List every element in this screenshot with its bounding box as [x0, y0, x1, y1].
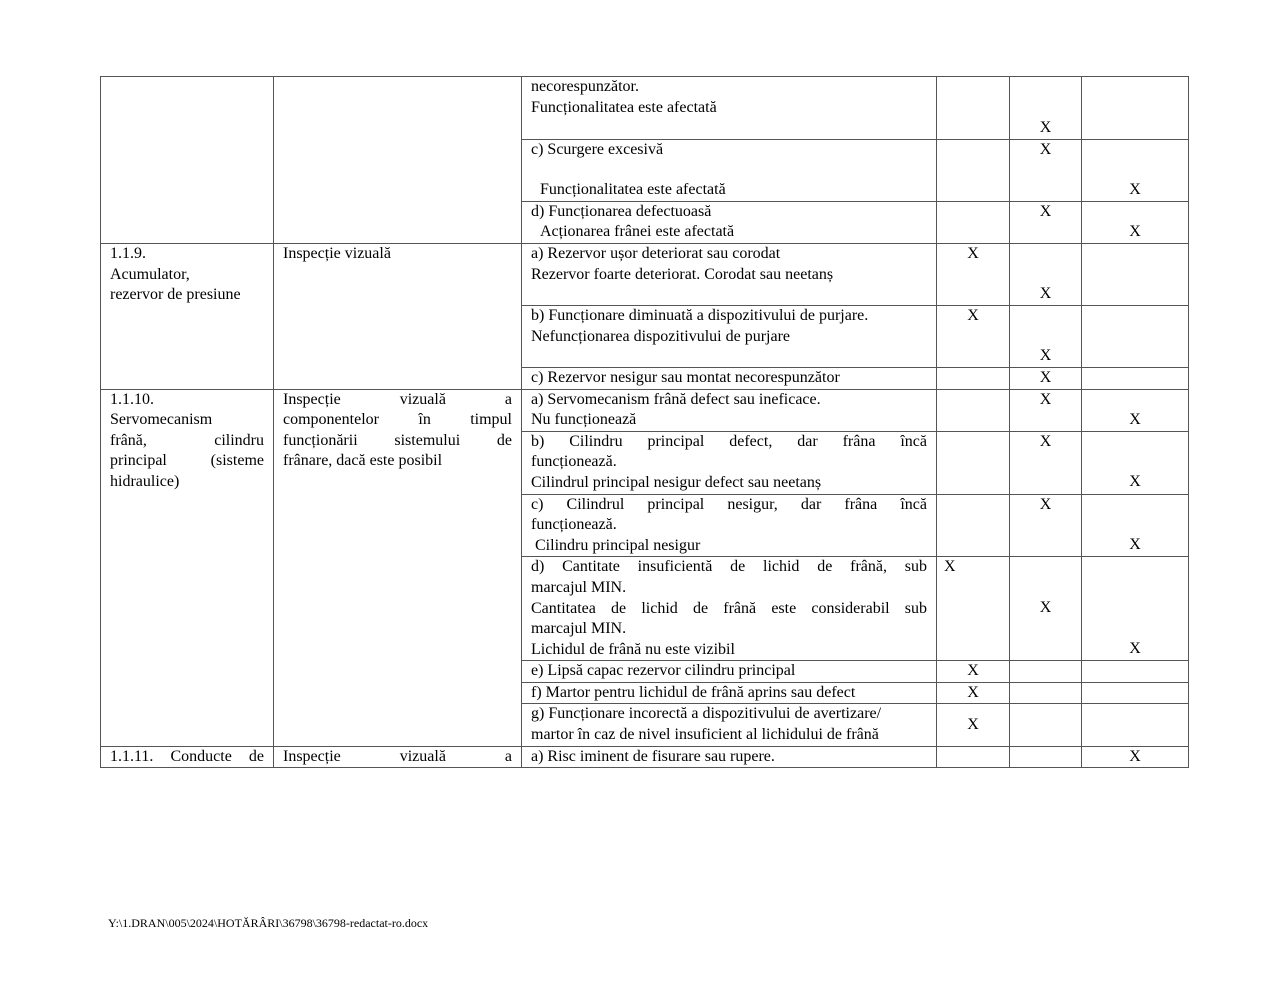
method-cell: Inspecție vizuală — [274, 243, 522, 389]
mark-x: X — [1039, 495, 1052, 513]
minor-cell — [937, 494, 1010, 557]
minor-cell — [937, 367, 1010, 389]
minor-cell — [937, 661, 1010, 683]
table-row — [101, 389, 1189, 431]
dangerous-cell — [1082, 201, 1189, 243]
mark-x: X — [1039, 140, 1052, 158]
mark-x: X — [1129, 222, 1141, 240]
item-cell: 1.1.10. Servomecanism frână, cilindru principal (sisteme hidraulice) — [101, 389, 274, 746]
minor-cell — [937, 557, 1010, 661]
mark-x: X — [967, 683, 979, 701]
defect-cell: b) Cilindru principal defect, dar frâna încă funcționează. Cilindrul principal nesigur defect sau neetanș — [522, 431, 937, 494]
major-cell — [1010, 367, 1082, 389]
major-cell — [1010, 201, 1082, 243]
minor-cell — [937, 746, 1010, 768]
mark-x: X — [1129, 535, 1141, 553]
method-cell: Inspecție vizuală a componentelor în timpul funcționării sistemului de frânare, dacă este posibil — [274, 389, 522, 746]
major-cell — [1010, 494, 1082, 557]
dangerous-cell — [1082, 367, 1189, 389]
minor-cell — [937, 139, 1010, 201]
dangerous-cell — [1082, 389, 1189, 431]
table-row — [101, 243, 1189, 305]
mark-x: X — [1039, 390, 1052, 408]
minor-cell — [937, 243, 1010, 305]
major-cell — [1010, 746, 1082, 768]
minor-cell — [937, 77, 1010, 140]
dangerous-cell — [1082, 431, 1189, 494]
item-cell: 1.1.11. Conducte de — [101, 746, 274, 768]
major-cell — [1010, 243, 1082, 305]
mark-x: X — [1039, 346, 1052, 364]
dangerous-cell — [1082, 494, 1189, 557]
dangerous-cell — [1082, 704, 1189, 746]
mark-x: X — [967, 244, 979, 262]
major-cell — [1010, 77, 1082, 140]
mark-x: X — [967, 306, 979, 324]
mark-x: X — [967, 662, 979, 680]
inspection-table — [100, 76, 1189, 768]
dangerous-cell — [1082, 682, 1189, 704]
dangerous-cell — [1082, 661, 1189, 683]
defect-cell: c) Scurgere excesivă Funcționalitatea este afectată — [522, 139, 937, 201]
dangerous-cell — [1082, 139, 1189, 201]
major-cell — [1010, 557, 1082, 661]
mark-x: X — [1039, 202, 1052, 220]
mark-x: X — [1039, 368, 1052, 386]
method-cell — [274, 77, 522, 244]
item-cell — [101, 77, 274, 244]
defect-cell: a) Risc iminent de fisurare sau rupere. — [522, 746, 937, 768]
mark-x: X — [1129, 747, 1141, 765]
mark-x: X — [1129, 472, 1141, 490]
table-row — [101, 746, 1189, 768]
minor-cell — [937, 682, 1010, 704]
defect-cell: c) Rezervor nesigur sau montat necorespunzător — [522, 367, 937, 389]
mark-x: X — [967, 715, 979, 733]
major-cell — [1010, 389, 1082, 431]
minor-cell — [937, 305, 1010, 367]
minor-cell — [937, 389, 1010, 431]
major-cell — [1010, 305, 1082, 367]
major-cell — [1010, 139, 1082, 201]
major-cell — [1010, 431, 1082, 494]
item-cell: 1.1.9.Acumulator, rezervor de presiune — [101, 243, 274, 389]
defect-cell: f) Martor pentru lichidul de frână aprins sau defect — [522, 682, 937, 704]
dangerous-cell — [1082, 243, 1189, 305]
defect-cell: c) Cilindrul principal nesigur, dar frâna încă funcționează. Cilindru principal nesigur — [522, 494, 937, 557]
minor-cell — [937, 201, 1010, 243]
defect-cell: e) Lipsă capac rezervor cilindru principal — [522, 661, 937, 683]
defect-cell: a) Servomecanism frână defect sau ineficace. Nu funcționează — [522, 389, 937, 431]
major-cell — [1010, 704, 1082, 746]
mark-x: X — [1039, 119, 1052, 136]
defect-cell: necorespunzător. Funcționalitatea este afectată — [522, 77, 937, 140]
defect-cell: a) Rezervor ușor deteriorat sau corodat Rezervor foarte deteriorat. Corodat sau neetanș — [522, 243, 937, 305]
defect-cell: b) Funcționare diminuată a dispozitivului de purjare. Nefuncționarea dispozitivului de purjare — [522, 305, 937, 367]
mark-x: X — [1039, 599, 1052, 617]
major-cell — [1010, 682, 1082, 704]
mark-x: X — [1129, 640, 1141, 658]
defect-cell: d) Funcționarea defectuoasă Acționarea frânei este afectată — [522, 201, 937, 243]
dangerous-cell — [1082, 746, 1189, 768]
mark-x: X — [1039, 432, 1052, 450]
minor-cell — [937, 704, 1010, 746]
footer-file-path: Y:\1.DRAN\005\2024\HOTĂRÂRI\36798\36798-redactat-ro.docx — [108, 916, 429, 930]
mark-x: X — [1129, 410, 1141, 428]
mark-x: X — [944, 558, 956, 576]
dangerous-cell — [1082, 557, 1189, 661]
mark-x: X — [1129, 180, 1141, 198]
major-cell — [1010, 661, 1082, 683]
defect-cell: d) Cantitate insuficientă de lichid de frână, sub marcajul MIN. Cantitatea de lichid de frână este considerabil sub marcajul MIN. Lichidul de frână nu este vizibil — [522, 557, 937, 661]
method-cell: Inspecție vizuală a — [274, 746, 522, 768]
dangerous-cell — [1082, 305, 1189, 367]
defect-cell: g) Funcționare incorectă a dispozitivului de avertizare/ martor în caz de nivel insuficient al lichidului de frână — [522, 704, 937, 746]
dangerous-cell — [1082, 77, 1189, 140]
table-row — [101, 77, 1189, 140]
mark-x: X — [1039, 284, 1052, 302]
minor-cell — [937, 431, 1010, 494]
